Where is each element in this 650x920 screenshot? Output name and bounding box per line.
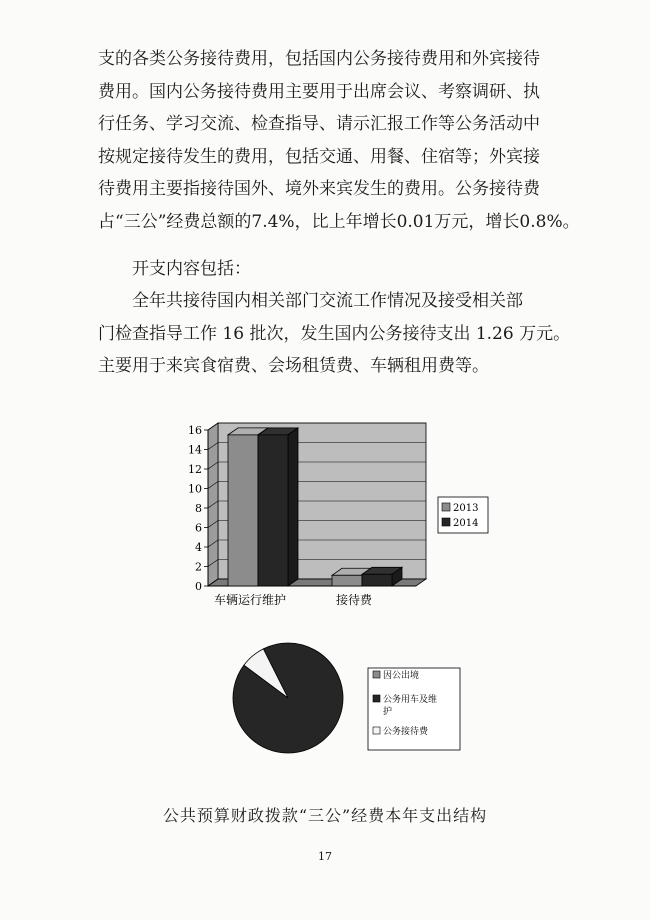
pie-chart: [228, 640, 468, 760]
legend-label: 公务用车及维: [383, 695, 438, 705]
legend-label: 公务接待费: [383, 727, 429, 737]
bar-side: [288, 428, 298, 586]
legend-swatch: [442, 518, 450, 526]
text-line: 费用。国内公务接待费用主要用于出席会议、考察调研、执: [98, 81, 540, 102]
y-tick-label: 16: [188, 424, 202, 437]
paragraph-expense-contents: [132, 253, 602, 286]
y-tick-label: 2: [195, 560, 202, 574]
paragraph-reception-expenses: [98, 43, 580, 238]
bar: [228, 435, 258, 586]
text-line: 支的各类公务接待费用，包括国内公务接待费用和外宾接待: [98, 49, 540, 69]
text-line: 开支内容包括：: [132, 259, 251, 279]
x-tick-label: 车辆运行维护: [213, 593, 287, 607]
page-number: 17: [318, 850, 332, 863]
y-tick-label: 12: [188, 463, 202, 476]
text-line: 全年共接待国内相关部门交流工作情况及接受相关部: [132, 291, 523, 311]
y-tick-label: 6: [195, 521, 202, 535]
bar: [332, 575, 362, 586]
legend-swatch: [442, 503, 450, 511]
text-line: 主要用于来宾食宿费、会场租赁费、车辆租用费等。: [98, 356, 489, 376]
paragraph-domestic-reception: [98, 285, 571, 383]
legend-label: 2013: [453, 503, 479, 514]
legend-swatch: [373, 671, 380, 678]
y-tick-label: 14: [188, 443, 202, 457]
legend-label: 因公出境: [383, 671, 420, 681]
y-tick-label: 10: [188, 482, 202, 496]
bar: [258, 435, 288, 586]
text-line: 门检查指导工作 16 批次，发生国内公务接待支出 1.26 万元。: [98, 323, 571, 344]
text-line: 行任务、学习交流、检查指导、请示汇报工作等公务活动中: [98, 114, 540, 134]
text-line: 占“三公”经费总额的7.4%，比上年增长0.01万元，增长0.8%。: [98, 211, 580, 232]
legend-label: 2014: [453, 518, 479, 529]
legend-swatch: [373, 727, 380, 734]
chart-caption: 公共预算财政拨款“三公”经费本年支出结构: [162, 806, 488, 825]
y-tick-label: 8: [195, 502, 202, 515]
y-tick-label: 0: [195, 580, 202, 593]
x-tick-label: 接待费: [335, 593, 373, 607]
text-line: 按规定接待发生的费用，包括交通、用餐、住宿等；外宾接: [98, 146, 540, 167]
y-tick-label: 4: [195, 541, 202, 554]
legend-swatch: [373, 695, 380, 702]
bar-chart: [188, 418, 508, 618]
text-line: 待费用主要指接待国外、境外来宾发生的费用。公务接待费: [98, 179, 540, 199]
legend-label: 护: [383, 707, 393, 717]
bar: [362, 574, 392, 586]
